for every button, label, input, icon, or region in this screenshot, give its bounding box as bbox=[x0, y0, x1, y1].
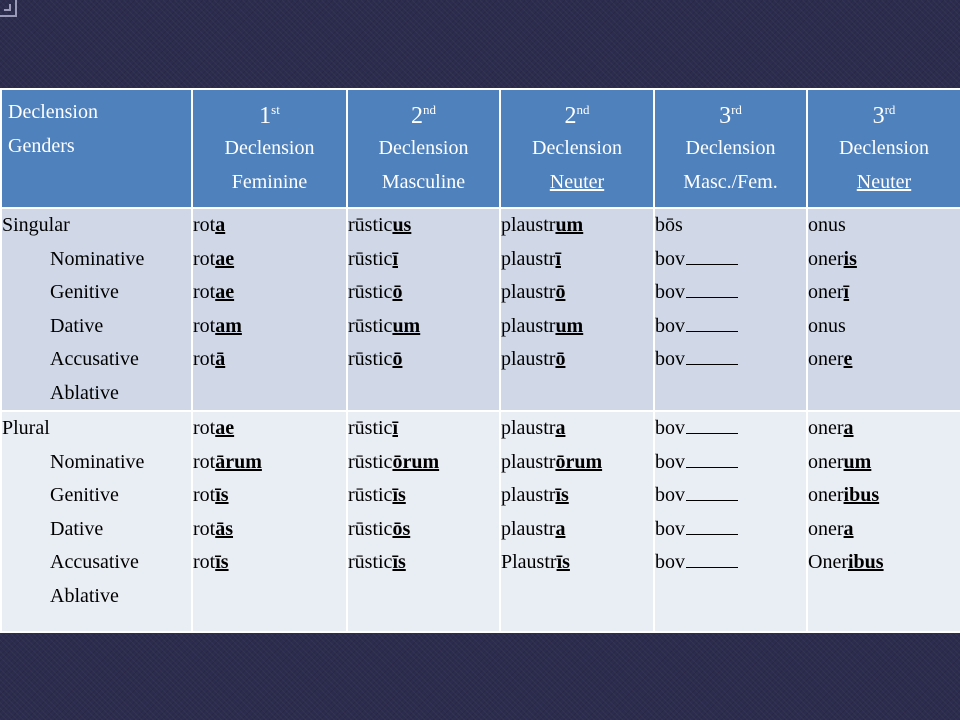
word-form bbox=[655, 310, 806, 344]
word-ending: ī bbox=[392, 417, 398, 439]
word-stem: plaustr bbox=[501, 348, 556, 370]
word-ending: ōrum bbox=[555, 450, 603, 473]
fill-in-blank bbox=[686, 552, 738, 568]
ordinal-number: 3 bbox=[719, 103, 732, 129]
word-ending: īs bbox=[215, 551, 229, 573]
form-cell bbox=[347, 411, 500, 632]
header-declension-text: Declension bbox=[532, 137, 622, 159]
form-cell bbox=[500, 208, 654, 411]
word-form bbox=[193, 310, 346, 344]
word-form bbox=[655, 513, 806, 547]
word-stem: oner bbox=[808, 348, 844, 370]
word-ending: ibus bbox=[843, 484, 880, 506]
word-ending: um bbox=[555, 314, 584, 337]
word-ending: a bbox=[843, 417, 854, 439]
word-stem: rūstic bbox=[348, 348, 393, 370]
word-form bbox=[501, 343, 653, 377]
word-stem: rot bbox=[193, 551, 216, 573]
ordinal-suffix: nd bbox=[423, 102, 436, 117]
word-stem: bov bbox=[655, 247, 685, 270]
form-cell bbox=[500, 411, 654, 632]
case-label: Ablative bbox=[50, 381, 119, 404]
word-stem: rot bbox=[193, 214, 216, 236]
word-stem: bov bbox=[655, 348, 685, 370]
word-ending: ae bbox=[215, 417, 235, 439]
fill-in-blank bbox=[686, 519, 738, 535]
case-label: Nominative bbox=[50, 247, 145, 270]
header-col-3 bbox=[500, 89, 654, 208]
section-label: Plural bbox=[2, 417, 50, 439]
ordinal-suffix: nd bbox=[576, 102, 590, 117]
word-ending: is bbox=[843, 247, 857, 270]
word-ending: ō bbox=[392, 348, 403, 370]
word-ending: īs bbox=[555, 484, 569, 506]
gender-label: Masc./Fem. bbox=[683, 171, 778, 193]
word-form bbox=[193, 513, 346, 547]
word-form bbox=[193, 479, 346, 513]
word-ending: us bbox=[392, 214, 412, 236]
ordinal-suffix: rd bbox=[731, 102, 742, 117]
word-form bbox=[348, 243, 499, 277]
gender-label: Neuter bbox=[549, 171, 605, 193]
form-cell bbox=[654, 208, 807, 411]
case-label: Dative bbox=[50, 314, 104, 337]
word-form bbox=[808, 343, 960, 377]
case-label: Genitive bbox=[50, 484, 119, 506]
case-label: Accusative bbox=[50, 348, 139, 370]
word-ending: ōs bbox=[392, 517, 411, 540]
word-ending: ō bbox=[555, 281, 566, 303]
word-stem: Oner bbox=[808, 551, 848, 573]
fill-in-blank bbox=[686, 249, 738, 265]
word-ending: um bbox=[843, 450, 872, 473]
word-form bbox=[655, 209, 806, 243]
word-form bbox=[348, 276, 499, 310]
word-ending: um bbox=[392, 314, 421, 337]
case-label-cell bbox=[1, 411, 192, 632]
word-form bbox=[655, 243, 806, 277]
word-stem: oner bbox=[808, 450, 844, 473]
ordinal bbox=[193, 95, 346, 131]
fill-in-blank bbox=[686, 418, 738, 434]
slide-corner-ornament bbox=[0, 0, 17, 17]
header-declension-text: Declension bbox=[685, 137, 776, 159]
ordinal-suffix: rd bbox=[884, 102, 896, 117]
word-stem: bov bbox=[655, 551, 685, 573]
section-label: Singular bbox=[2, 214, 70, 236]
header-label-line-2: Genders bbox=[8, 135, 75, 157]
word-form bbox=[808, 479, 960, 513]
word-ending: īs bbox=[556, 551, 570, 573]
word-ending: am bbox=[215, 314, 242, 337]
header-gender-text bbox=[193, 165, 346, 199]
gender-label: Masculine bbox=[381, 171, 466, 193]
word-ending: ō bbox=[555, 348, 566, 370]
word-stem: rūstic bbox=[348, 484, 393, 506]
header-declension-text: Declension bbox=[839, 137, 929, 159]
word-stem: oner bbox=[808, 247, 844, 270]
word-form bbox=[193, 209, 346, 243]
word-form bbox=[348, 513, 499, 547]
ordinal bbox=[808, 95, 960, 131]
word-stem: rot bbox=[193, 417, 216, 439]
word-stem: rot bbox=[193, 450, 216, 473]
ordinal bbox=[348, 95, 499, 131]
word-form bbox=[808, 209, 960, 243]
word-ending: e bbox=[843, 348, 853, 370]
word-form bbox=[655, 446, 806, 480]
ordinal-number: 1 bbox=[259, 103, 272, 129]
word-form bbox=[501, 412, 653, 446]
word-form bbox=[501, 446, 653, 480]
word-stem: rot bbox=[193, 281, 216, 303]
word-ending: ās bbox=[215, 517, 234, 540]
ordinal-number: 2 bbox=[564, 103, 577, 129]
word-form bbox=[348, 209, 499, 243]
case-label: Accusative bbox=[50, 551, 139, 573]
word-form bbox=[348, 546, 499, 580]
word-stem: bov bbox=[655, 281, 685, 303]
word-stem: oner bbox=[808, 484, 844, 506]
word-form bbox=[193, 343, 346, 377]
word-stem: rūstic bbox=[348, 314, 393, 337]
plural-row bbox=[1, 411, 960, 632]
case-label: Dative bbox=[50, 517, 104, 540]
word-ending: a bbox=[555, 517, 566, 540]
word-stem: rot bbox=[193, 314, 216, 337]
word-ending: ō bbox=[392, 281, 403, 303]
word-stem: onus bbox=[808, 214, 846, 236]
declension-table bbox=[0, 88, 960, 633]
word-stem: rot bbox=[193, 517, 216, 540]
word-form bbox=[348, 310, 499, 344]
word-ending: a bbox=[843, 517, 854, 540]
word-stem: onus bbox=[808, 314, 846, 337]
word-form bbox=[808, 243, 960, 277]
word-ending: īs bbox=[392, 484, 406, 506]
word-form bbox=[348, 412, 499, 446]
form-cell bbox=[192, 208, 347, 411]
word-stem: plaustr bbox=[501, 281, 556, 303]
word-form bbox=[808, 412, 960, 446]
header-col-1 bbox=[192, 89, 347, 208]
word-form bbox=[808, 513, 960, 547]
word-stem: plaustr bbox=[501, 417, 556, 439]
word-form bbox=[808, 310, 960, 344]
case-label: Nominative bbox=[50, 450, 145, 473]
header-col-2 bbox=[347, 89, 500, 208]
case-label: Genitive bbox=[50, 281, 119, 303]
ordinal-number: 2 bbox=[411, 103, 423, 129]
word-form bbox=[501, 209, 653, 243]
word-form bbox=[501, 310, 653, 344]
form-cell bbox=[347, 208, 500, 411]
word-stem: plaustr bbox=[501, 450, 556, 473]
header-label-line-1: Declension bbox=[8, 101, 98, 123]
word-stem: rūstic bbox=[348, 517, 393, 540]
word-ending: um bbox=[555, 214, 584, 236]
fill-in-blank bbox=[686, 452, 738, 468]
ordinal-number: 3 bbox=[872, 103, 885, 129]
word-form bbox=[808, 446, 960, 480]
word-form bbox=[655, 479, 806, 513]
word-stem: Plaustr bbox=[501, 551, 557, 573]
word-stem: rot bbox=[193, 247, 216, 270]
word-stem: plaustr bbox=[501, 517, 556, 540]
word-stem: rot bbox=[193, 484, 216, 506]
word-form bbox=[655, 412, 806, 446]
word-stem: rūstic bbox=[348, 247, 393, 270]
word-form bbox=[193, 243, 346, 277]
word-form bbox=[193, 276, 346, 310]
header-gender-text bbox=[655, 165, 806, 199]
form-cell bbox=[807, 411, 960, 632]
word-form bbox=[193, 546, 346, 580]
word-stem: rot bbox=[193, 348, 216, 370]
header-gender-text bbox=[808, 165, 960, 199]
word-stem: rūstic bbox=[348, 551, 393, 573]
word-stem: plaustr bbox=[501, 247, 556, 270]
word-stem: bov bbox=[655, 417, 685, 439]
word-stem: plaustr bbox=[501, 484, 556, 506]
word-form bbox=[501, 479, 653, 513]
word-form bbox=[655, 343, 806, 377]
word-stem: bov bbox=[655, 314, 685, 337]
ordinal-suffix: st bbox=[271, 102, 280, 117]
word-form bbox=[655, 546, 806, 580]
word-stem: rūstic bbox=[348, 281, 393, 303]
case-label: Ablative bbox=[50, 584, 119, 607]
word-ending: ōrum bbox=[392, 450, 440, 473]
word-ending: ī bbox=[843, 281, 850, 303]
fill-in-blank bbox=[686, 316, 738, 332]
fill-in-blank bbox=[686, 282, 738, 298]
gender-label: Feminine bbox=[231, 171, 308, 193]
word-form bbox=[501, 276, 653, 310]
word-form bbox=[193, 412, 346, 446]
word-stem: oner bbox=[808, 517, 844, 540]
word-form bbox=[348, 479, 499, 513]
case-label-cell bbox=[1, 208, 192, 411]
word-stem: oner bbox=[808, 281, 844, 303]
word-ending: īs bbox=[392, 551, 406, 573]
word-ending: ae bbox=[215, 247, 235, 270]
word-ending: ā bbox=[215, 348, 226, 370]
word-form bbox=[348, 343, 499, 377]
word-stem: rūstic bbox=[348, 214, 393, 236]
fill-in-blank bbox=[686, 349, 738, 365]
word-form bbox=[655, 276, 806, 310]
word-ending: a bbox=[215, 214, 226, 236]
header-row bbox=[1, 89, 960, 208]
word-stem: bōs bbox=[655, 214, 683, 236]
word-form bbox=[501, 546, 653, 580]
word-ending: ae bbox=[215, 281, 235, 303]
header-col-5 bbox=[807, 89, 960, 208]
ordinal bbox=[501, 95, 653, 131]
word-stem: rūstic bbox=[348, 417, 393, 439]
word-stem: plaustr bbox=[501, 314, 556, 337]
word-stem: bov bbox=[655, 517, 685, 540]
word-stem: bov bbox=[655, 450, 685, 473]
word-form bbox=[193, 446, 346, 480]
word-ending: ibus bbox=[847, 551, 884, 573]
form-cell bbox=[807, 208, 960, 411]
word-ending: a bbox=[555, 417, 566, 439]
word-stem: rūstic bbox=[348, 450, 393, 473]
form-cell bbox=[192, 411, 347, 632]
word-form bbox=[501, 513, 653, 547]
word-form bbox=[808, 546, 960, 580]
word-ending: ārum bbox=[215, 450, 262, 473]
word-stem: bov bbox=[655, 484, 685, 506]
gender-label: Neuter bbox=[856, 171, 912, 193]
word-ending: īs bbox=[215, 484, 229, 506]
header-gender-text bbox=[348, 165, 499, 199]
word-form bbox=[808, 276, 960, 310]
header-gender-text bbox=[501, 165, 653, 199]
header-label-cell bbox=[1, 89, 192, 208]
word-ending: ī bbox=[555, 247, 561, 270]
word-form bbox=[501, 243, 653, 277]
form-cell bbox=[654, 411, 807, 632]
word-stem: oner bbox=[808, 417, 844, 439]
header-col-4 bbox=[654, 89, 807, 208]
word-form bbox=[348, 446, 499, 480]
word-ending: ī bbox=[392, 247, 398, 270]
singular-row bbox=[1, 208, 960, 411]
header-declension-text: Declension bbox=[378, 137, 469, 159]
header-declension-text: Declension bbox=[224, 137, 315, 159]
word-stem: plaustr bbox=[501, 214, 556, 236]
fill-in-blank bbox=[686, 485, 738, 501]
ordinal bbox=[655, 95, 806, 131]
